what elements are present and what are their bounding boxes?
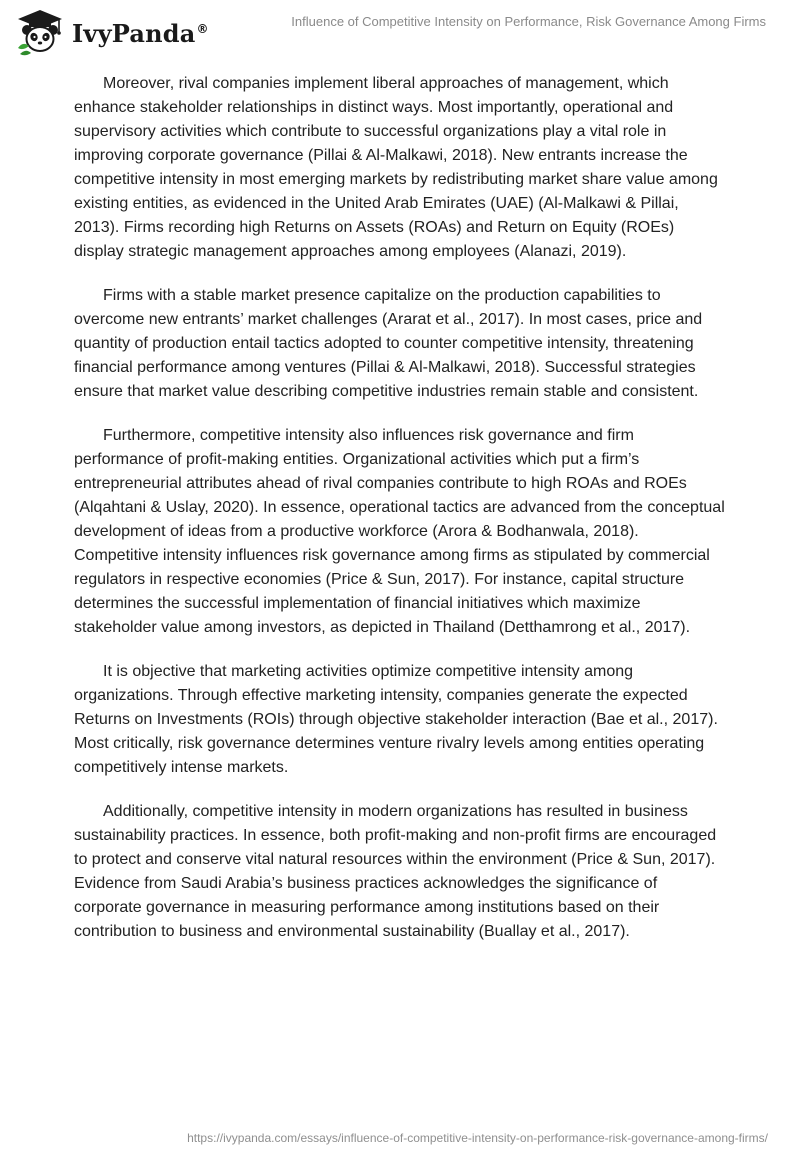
paragraph: Furthermore, competitive intensity also influences risk governance and firm performance of profit-making entities. Organizational activities which put a firm’s entrepreneurial attributes ahead of rival companies contribute to high ROAs and ROEs (Alqahtani & Uslay, 2020). In essence, operational tactics are advanced from the conceptual development of ideas from a productive workforce (Arora & Bodhanwala, 2018). Competitive intensity influences risk governance among firms as stipulated by commercial regulators in respective economies (Price & Sun, 2017). For instance, capital structure determines the successful implementation of financial initiatives which maximize stakeholder value among investors, as depicted in Thailand (Detthamrong et al., 2017). (74, 427, 725, 636)
brand-name: IvyPanda® (72, 18, 209, 48)
page-header (0, 0, 800, 64)
ivypanda-logo[interactable] (14, 8, 209, 56)
paragraph: Moreover, rival companies implement liberal approaches of management, which enhance stakeholder relationships in distinct ways. Most importantly, operational and supervisory activities which contribute to successful organizations play a vital role in improving corporate governance (Pillai & Al-Malkawi, 2018). New entrants increase the competitive intensity in most emerging markets by redistributing market share value among existing entities, as evidenced in the United Arab Emirates (UAE) (Al-Malkawi & Pillai, 2013). Firms recording high Returns on Assets (ROAs) and Return on Equity (ROEs) display strategic management approaches among employees (Alanazi, 2019). (74, 75, 718, 260)
source-url[interactable]: https://ivypanda.com/essays/influence-of-competitive-intensity-on-performance-risk-governance-among-firms/ (187, 1131, 768, 1145)
essay-body (74, 72, 726, 964)
paragraph: Additionally, competitive intensity in modern organizations has resulted in business sustainability practices. In essence, both profit-making and non-profit firms are encouraged to protect and conserve vital natural resources within the environment (Price & Sun, 2017). Evidence from Saudi Arabia’s business practices acknowledges the significance of corporate governance in measuring performance among institutions based on their contribution to business and environmental sustainability (Buallay et al., 2017). (74, 803, 717, 940)
document-title: Influence of Competitive Intensity on Performance, Risk Governance Among Firms (291, 14, 766, 29)
paragraph: It is objective that marketing activities optimize competitive intensity among organizations. Through effective marketing intensity, companies generate the expected Returns on Investments (ROIs) through objective stakeholder interaction (Bae et al., 2017). Most critically, risk governance determines venture rivalry levels among entities operating competitively intense markets. (74, 663, 718, 776)
paragraph: Firms with a stable market presence capitalize on the production capabilities to overcome new entrants’ market challenges (Ararat et al., 2017). In most cases, price and quantity of production entail tactics adopted to counter competitive intensity, threatening financial performance among ventures (Pillai & Al-Malkawi, 2018). Successful strategies ensure that market value describing competitive industries remain stable and consistent. (74, 287, 703, 400)
panda-graduate-logo-icon (14, 8, 66, 56)
